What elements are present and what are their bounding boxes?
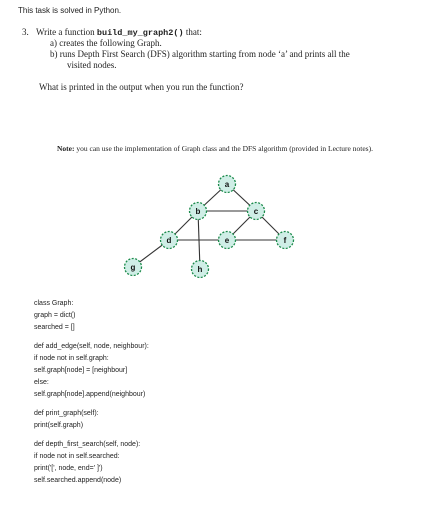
code-line: if node not in self.graph: (34, 355, 109, 362)
svg-text:a: a (224, 180, 230, 189)
node-c (248, 203, 265, 220)
note-text: you can use the implementation of Graph class and the DFS algorithm (provided in Lecture notes). (74, 144, 373, 153)
code-line: print(self.graph) (34, 422, 84, 429)
svg-text:e: e (224, 236, 230, 245)
svg-text:c: c (253, 207, 259, 216)
node-a (219, 176, 236, 193)
item-a: a) creates the following Graph. (50, 38, 162, 48)
node-f (277, 232, 294, 249)
node-e (219, 232, 236, 249)
code-line: class Graph: (34, 300, 74, 307)
code-line: self.searched.append(node) (34, 477, 122, 484)
question-number: 3. (22, 27, 29, 37)
question-prompt: What is printed in the output when you run the function? (39, 82, 244, 92)
note-paragraph (57, 144, 392, 153)
question-line (36, 27, 202, 38)
item-b: b) runs Depth First Search (DFS) algorithm starting from node ‘a’ and prints all the (50, 49, 350, 59)
svg-text:b: b (195, 207, 201, 216)
code-line: self.graph[node] = [neighbour] (34, 367, 128, 374)
svg-text:g: g (130, 263, 136, 272)
graph-diagram (120, 174, 310, 284)
svg-text:h: h (197, 265, 203, 274)
node-b (190, 203, 207, 220)
code-line: def depth_first_search(self, node): (34, 441, 141, 448)
item-b-continued: visited nodes. (67, 60, 117, 70)
code-line: if node not in self.searched: (34, 453, 120, 460)
node-g (125, 259, 142, 276)
question-prefix: Write a function (36, 27, 97, 37)
function-name: build_my_graph2() (96, 28, 184, 38)
code-line: print('[', node, end=' ]') (34, 465, 103, 472)
code-line: else: (34, 379, 49, 386)
code-line: def print_graph(self): (34, 410, 99, 417)
note-label: Note: (57, 144, 75, 153)
node-h (192, 261, 209, 278)
code-line: def add_edge(self, node, neighbour): (34, 343, 149, 350)
code-line: graph = dict() (34, 312, 76, 319)
svg-text:f: f (283, 236, 287, 245)
svg-text:d: d (166, 236, 172, 245)
intro-text: This task is solved in Python. (18, 6, 122, 15)
question-suffix: that: (183, 27, 202, 37)
node-d (161, 232, 178, 249)
code-line: searched = [] (34, 324, 75, 331)
code-line: self.graph[node].append(neighbour) (34, 391, 146, 398)
